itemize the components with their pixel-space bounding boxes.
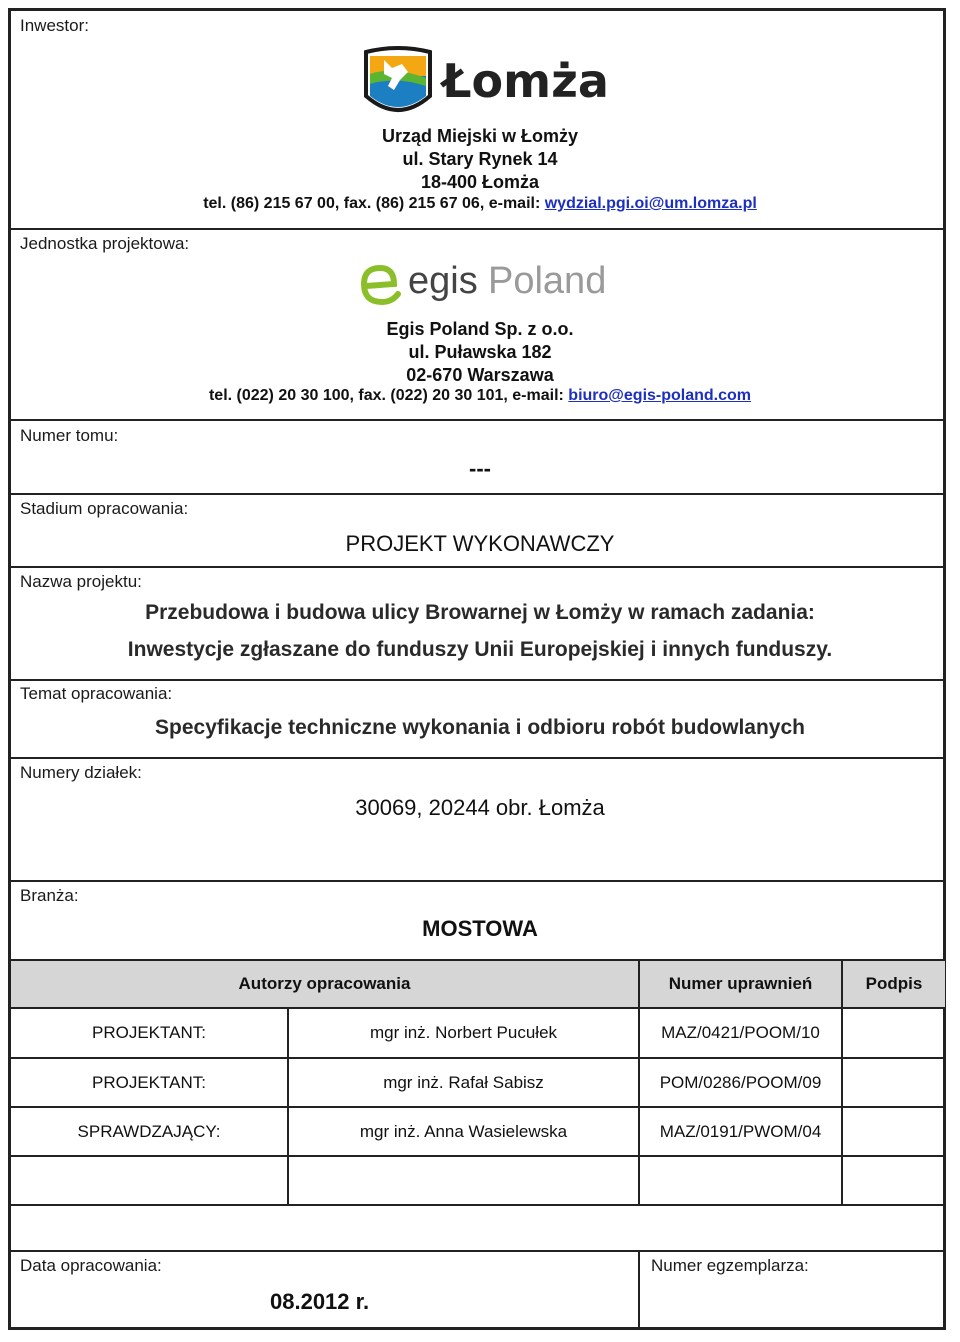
branch-label: Branża: <box>20 886 79 905</box>
plots-value: 30069, 20244 obr. Łomża <box>355 795 605 820</box>
plots-label: Numery działek: <box>20 763 142 782</box>
table-line <box>638 1251 640 1330</box>
investor-label: Inwestor: <box>20 16 89 35</box>
designer-email-link[interactable]: biuro@egis-poland.com <box>568 387 752 404</box>
stage-value: PROJEKT WYKONAWCZY <box>345 531 615 556</box>
author-name: mgr inż. Anna Wasielewska <box>359 1121 568 1141</box>
investor-city: 18-400 Łomża <box>420 172 540 192</box>
author-license: MAZ/0191/PWOM/04 <box>659 1121 822 1141</box>
table-line <box>11 1250 945 1252</box>
divider <box>11 679 945 681</box>
designer-contact-text: tel. (022) 20 30 100, fax. (022) 20 30 101, e-mail: <box>208 387 569 404</box>
volume-value: --- <box>469 456 491 481</box>
divider <box>11 419 945 421</box>
investor-contact-text: tel. (86) 215 67 00, fax. (86) 215 67 06, e-mail: <box>203 195 545 212</box>
lomza-deer-icon <box>362 46 434 122</box>
designer-street: ul. Puławska 182 <box>408 342 552 362</box>
author-signature <box>843 1009 945 1057</box>
topic-label: Temat opracowania: <box>20 684 173 703</box>
author-name: mgr inż. Norbert Pucułek <box>369 1023 558 1042</box>
lomza-logo <box>362 46 609 124</box>
designer-city: 02-670 Warszawa <box>406 365 554 385</box>
header-authors: Autorzy opracowania <box>238 974 411 993</box>
designer-contact <box>0 387 960 405</box>
author-role: PROJEKTANT: <box>92 1072 206 1092</box>
author-role: PROJEKTANT: <box>92 1023 206 1042</box>
copy-number-label: Numer egzemplarza: <box>651 1256 809 1275</box>
topic-value: Specyfikacje techniczne wykonania i odbioru robót budowlanych <box>155 716 805 739</box>
divider <box>11 493 945 495</box>
investor-contact <box>0 195 960 213</box>
divider <box>11 880 945 882</box>
author-name: mgr inż. Rafał Sabisz <box>383 1072 544 1092</box>
designer-label: Jednostka projektowa: <box>20 234 190 253</box>
egis-logo <box>356 258 606 310</box>
table-line <box>11 1155 945 1157</box>
lomza-logo-text: Łomża <box>442 54 609 108</box>
volume-label: Numer tomu: <box>20 426 119 445</box>
divider <box>11 757 945 759</box>
stage-label: Stadium opracowania: <box>20 499 189 518</box>
investor-name: Urząd Miejski w Łomży <box>381 126 579 146</box>
designer-name: Egis Poland Sp. z o.o. <box>386 319 574 339</box>
author-signature <box>843 1059 945 1106</box>
branch-value: MOSTOWA <box>422 916 538 941</box>
divider <box>11 228 945 230</box>
author-signature <box>843 1108 945 1155</box>
author-license: POM/0286/POOM/09 <box>659 1072 822 1092</box>
header-license: Numer uprawnień <box>668 974 813 993</box>
header-signature: Podpis <box>865 974 923 993</box>
investor-street: ul. Stary Rynek 14 <box>402 149 558 169</box>
divider <box>11 566 945 568</box>
egis-e-icon <box>356 260 404 308</box>
poland-logo-word: Poland <box>488 260 607 302</box>
investor-email-link[interactable]: wydzial.pgi.oi@um.lomza.pl <box>544 195 757 212</box>
project-name-line2: Inwestycje zgłaszane do funduszy Unii Europejskiej i innych funduszy. <box>127 638 833 661</box>
egis-logo-word: egis <box>408 260 478 302</box>
project-label: Nazwa projektu: <box>20 572 142 591</box>
table-line <box>11 1204 945 1206</box>
author-role: SPRAWDZAJĄCY: <box>77 1121 221 1141</box>
date-value: 08.2012 r. <box>270 1289 370 1314</box>
author-license: MAZ/0421/POOM/10 <box>661 1023 820 1042</box>
project-name-line1: Przebudowa i budowa ulicy Browarnej w Łomży w ramach zadania: <box>145 601 815 624</box>
date-label: Data opracowania: <box>20 1256 162 1275</box>
